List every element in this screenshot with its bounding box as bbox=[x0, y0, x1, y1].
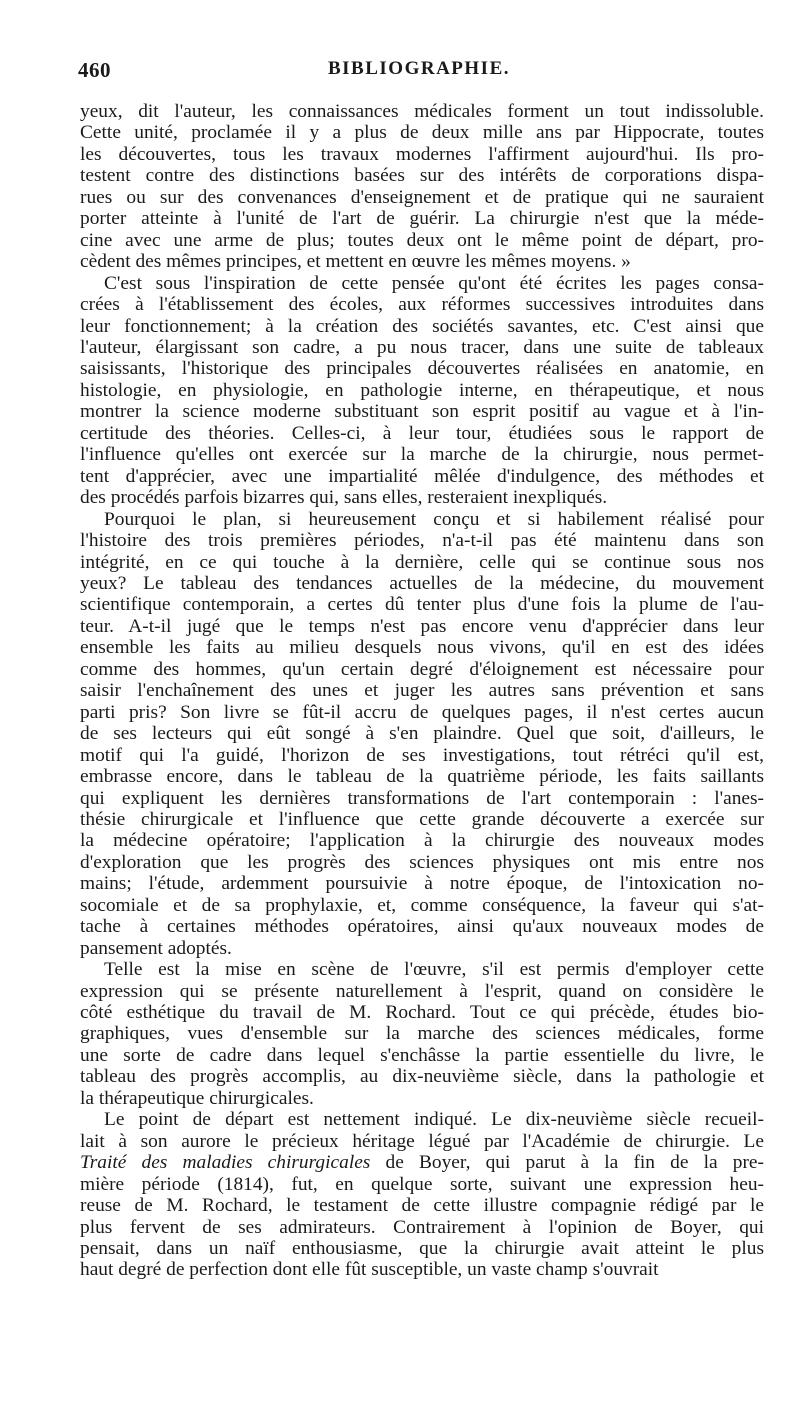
text-line: qui expliquent les dernières transformations de l'art contemporain : l'anes- bbox=[80, 787, 764, 809]
text-line: testent contre des distinctions basées sur des intérêts de corporations dispa- bbox=[80, 165, 764, 187]
text-line: Cette unité, proclamée il y a plus de deux mille ans par Hippocrate, toutes bbox=[80, 122, 764, 144]
running-head: BIBLIOGRAPHIE. bbox=[327, 58, 510, 79]
page-number: 460 bbox=[78, 58, 111, 82]
text-line: thésie chirurgicale et l'influence que cette grande découverte a exercée sur bbox=[80, 808, 764, 830]
text-line: l'histoire des trois premières périodes, n'a-t-il pas été maintenu dans son bbox=[80, 530, 764, 552]
text-line: l'auteur, élargissant son cadre, a pu nous tracer, dans une suite de tableaux bbox=[80, 336, 764, 358]
body-text bbox=[80, 101, 764, 1281]
text-line: montrer la science moderne substituant son esprit positif au vague et à l'in- bbox=[80, 401, 764, 423]
paragraph bbox=[80, 273, 764, 509]
text-line: saisir l'enchaînement des unes et juger les autres sans prévention et sans bbox=[80, 680, 764, 702]
text-line: pensait, dans un naïf enthousiasme, que la chirurgie avait atteint le plus bbox=[80, 1238, 764, 1260]
text-line: tent d'apprécier, avec une impartialité mêlée d'indulgence, des méthodes et bbox=[80, 465, 764, 487]
text-line: l'influence qu'elles ont exercée sur la marche de la chirurgie, nous permet- bbox=[80, 444, 764, 466]
paragraph bbox=[80, 509, 764, 960]
text-line: leur fonctionnement; à la création des sociétés savantes, etc. C'est ainsi que bbox=[80, 315, 764, 337]
text-line: haut degré de perfection dont elle fût susceptible, un vaste champ s'ouvrait bbox=[80, 1259, 659, 1281]
text-line: scientifique contemporain, a certes dû tenter plus d'une fois la plume de l'au- bbox=[80, 594, 764, 616]
text-line: d'exploration que les progrès des sciences physiques ont mis entre nos bbox=[80, 851, 764, 873]
text-line: reuse de M. Rochard, le testament de cette illustre compagnie rédigé par le bbox=[80, 1195, 764, 1217]
text-line: mains; l'étude, ardemment poursuivie à notre époque, de l'intoxication no- bbox=[80, 873, 764, 895]
text-line: la thérapeutique chirurgicales. bbox=[80, 1087, 314, 1109]
text-line: embrasse encore, dans le tableau de la quatrième période, les faits saillants bbox=[80, 766, 764, 788]
text-line: la médecine opératoire; l'application à la chirurgie des nouveaux modes bbox=[80, 830, 764, 852]
text-line: rues ou sur des convenances d'enseignement et de pratique qui ne sauraient bbox=[80, 186, 764, 208]
text-line: les découvertes, tous les travaux modernes l'affirment aujourd'hui. Ils pro- bbox=[80, 143, 764, 165]
text-line: ensemble les faits au milieu desquels nous vivons, qu'il en est des idées bbox=[80, 637, 764, 659]
text-line: teur. A-t-il jugé que le temps n'est pas encore venu d'apprécier dans leur bbox=[80, 615, 764, 637]
text-line: comme des hommes, qu'un certain degré d'éloignement est nécessaire pour bbox=[80, 658, 764, 680]
text-line: yeux, dit l'auteur, les connaissances médicales forment un tout indissoluble. bbox=[80, 101, 764, 122]
text-line: intégrité, en ce qui touche à la dernière, celle qui se continue sous nos bbox=[80, 551, 764, 573]
text-line: tache à certaines méthodes opératoires, ainsi qu'aux nouveaux modes de bbox=[80, 916, 764, 938]
paragraph bbox=[80, 959, 764, 1109]
text-line: cèdent des mêmes principes, et mettent en œuvre les mêmes moyens. » bbox=[80, 251, 631, 273]
text-line: lait à son aurore le précieux héritage légué par l'Académie de chirurgie. Le bbox=[80, 1130, 764, 1152]
text-line: plus fervent de ses admirateurs. Contrairement à l'opinion de Boyer, qui bbox=[80, 1216, 764, 1238]
page-header bbox=[78, 58, 760, 88]
text-line: yeux? Le tableau des tendances actuelles de la médecine, du mouvement bbox=[80, 572, 764, 594]
text-line: cine avec une arme de plus; toutes deux ont le même point de départ, pro- bbox=[80, 229, 764, 251]
text-line bbox=[80, 1152, 764, 1173]
book-title: Traité des maladies chirurgicales bbox=[80, 1152, 371, 1174]
paragraph bbox=[80, 1109, 764, 1281]
text-line: tableau des progrès accomplis, au dix-neuvième siècle, dans la pathologie et bbox=[80, 1066, 764, 1088]
text-line: C'est sous l'inspiration de cette pensée qu'ont été écrites les pages consa- bbox=[104, 272, 764, 294]
text-line: Telle est la mise en scène de l'œuvre, s'il est permis d'employer cette bbox=[104, 959, 764, 981]
text-line: de ses lecteurs qui eût songé à s'en plaindre. Quel que soit, d'ailleurs, le bbox=[80, 723, 764, 745]
text-line: socomiale et de sa prophylaxie, et, comme conséquence, la faveur qui s'at- bbox=[80, 894, 764, 916]
text-line: pansement adoptés. bbox=[80, 937, 232, 959]
text-line: histologie, en physiologie, en pathologie interne, en thérapeutique, et nous bbox=[80, 379, 764, 401]
text-line: expression qui se présente naturellement à l'esprit, quand on considère le bbox=[80, 980, 764, 1002]
text-line: des procédés parfois bizarres qui, sans elles, resteraient inexpliqués. bbox=[80, 487, 608, 509]
text-line: parti pris? Son livre se fût-il accru de quelques pages, il n'est certes aucun bbox=[80, 701, 764, 723]
paragraph bbox=[80, 101, 764, 273]
text-line: porter atteinte à l'unité de l'art de guérir. La chirurgie n'est que la méde- bbox=[80, 208, 764, 230]
text-fragment: de Boyer, qui parut à la fin de la pre- bbox=[370, 1152, 764, 1174]
text-line: graphiques, vues d'ensemble sur la marche des sciences médicales, forme bbox=[80, 1023, 764, 1045]
text-line: Pourquoi le plan, si heureusement conçu et si habilement réalisé pour bbox=[104, 508, 764, 530]
text-line: certitude des théories. Celles-ci, à leur tour, étudiées sous le rapport de bbox=[80, 422, 764, 444]
text-line: crées à l'établissement des écoles, aux réformes successives introduites dans bbox=[80, 294, 764, 316]
text-line: saisissants, l'historique des principales découvertes réalisées en anatomie, en bbox=[80, 358, 764, 380]
text-line: motif qui l'a guidé, l'horizon de ses investigations, tout rétréci qu'il est, bbox=[80, 744, 764, 766]
text-line: côté esthétique du travail de M. Rochard. Tout ce qui précède, études bio- bbox=[80, 1002, 764, 1024]
text-line: Le point de départ est nettement indiqué. Le dix-neuvième siècle recueil- bbox=[104, 1109, 764, 1131]
text-line: mière période (1814), fut, en quelque sorte, suivant une expression heu- bbox=[80, 1173, 764, 1195]
text-line: une sorte de cadre dans lequel s'enchâsse la partie essentielle du livre, le bbox=[80, 1044, 764, 1066]
